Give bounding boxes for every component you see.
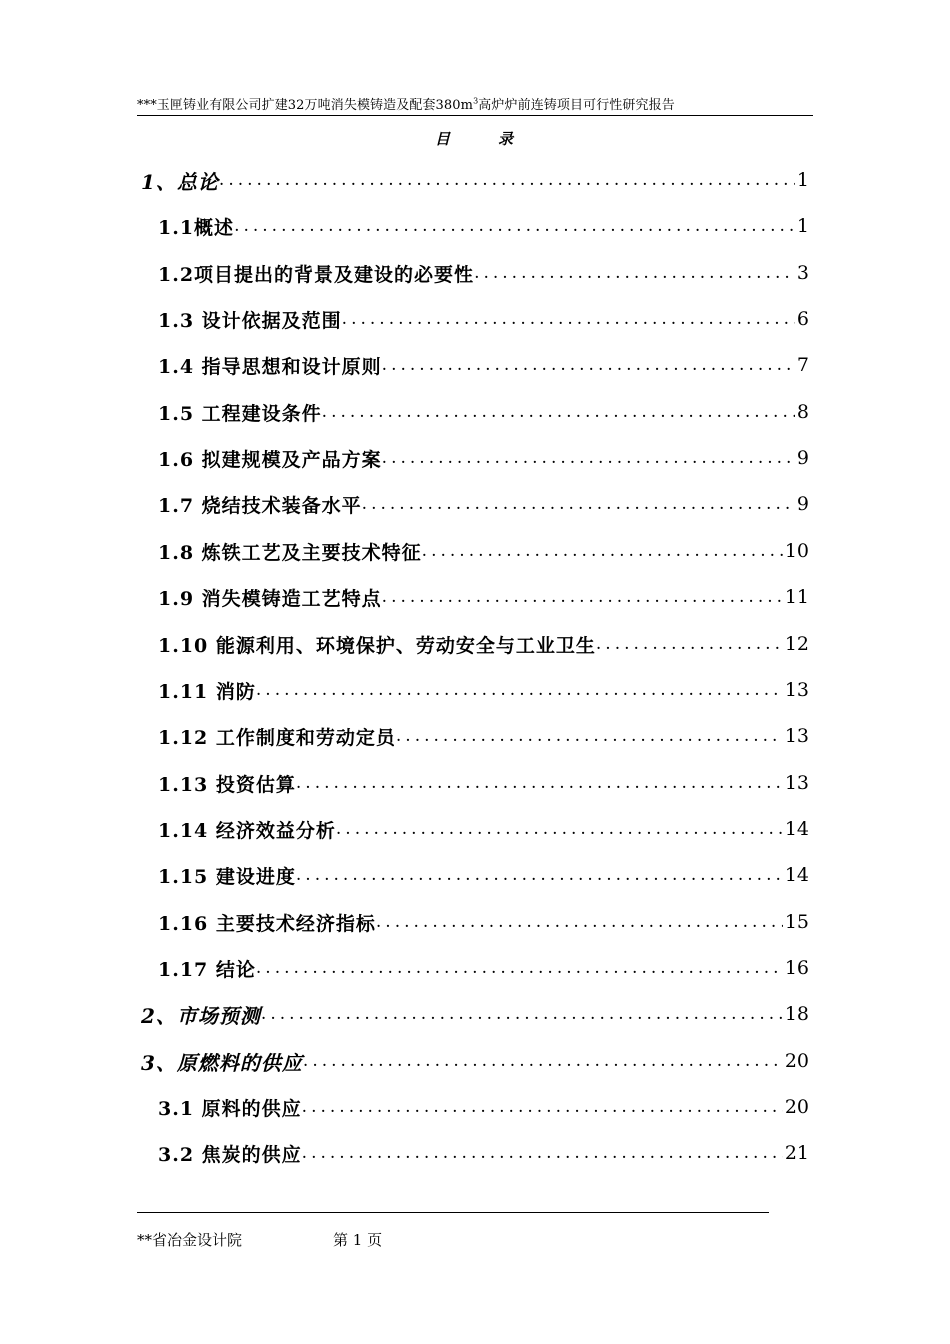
toc-entry[interactable]	[158, 902, 809, 942]
toc-entry[interactable]	[158, 624, 809, 664]
footer-page-number: 第 1 页	[333, 1231, 383, 1249]
toc-entry[interactable]	[158, 948, 809, 988]
toc-entry-page: 10	[784, 540, 809, 562]
toc-dot-leader	[234, 216, 795, 236]
toc-entry-label: 1.4 指导思想和设计原则	[158, 355, 382, 378]
toc-entry-label: 1.12 工作制度和劳动定员	[158, 726, 396, 749]
toc-entry[interactable]	[158, 1133, 809, 1173]
toc-entry-label: 1.10 能源利用、环境保护、劳动安全与工业卫生	[158, 634, 596, 657]
toc-entry[interactable]	[158, 438, 809, 478]
toc-dot-leader	[362, 494, 795, 514]
toc-entry-label: 1.1概述	[158, 216, 235, 239]
toc-entry[interactable]	[158, 716, 809, 756]
toc-entry-page: 14	[784, 864, 809, 886]
toc-entry[interactable]	[158, 253, 809, 293]
toc-dot-leader	[303, 1051, 783, 1071]
toc-entry-label: 1.13 投资估算	[158, 773, 296, 796]
toc-entry-page: 13	[784, 725, 809, 747]
toc-dot-leader	[261, 1004, 783, 1024]
toc-entry-label: 1、总论	[141, 169, 219, 194]
toc-dot-leader	[296, 773, 783, 793]
toc-heading	[0, 128, 950, 149]
toc-entry[interactable]	[158, 763, 809, 803]
header-title-prefix: ***玉匣铸业有限公司扩建32万吨消失模铸造及配套380m	[137, 98, 474, 113]
toc-entry-label: 1.7 烧结技术装备水平	[158, 494, 362, 517]
toc-dot-leader	[219, 170, 795, 190]
toc-entry-page: 11	[784, 586, 809, 608]
toc-entry-page: 7	[796, 354, 809, 376]
header-title-suffix: 高炉炉前连铸项目可行性研究报告	[478, 98, 675, 113]
toc-entry[interactable]	[141, 160, 809, 200]
toc-entry[interactable]	[141, 994, 809, 1034]
toc-dot-leader	[322, 402, 795, 422]
toc-entry-page: 14	[784, 818, 809, 840]
toc-entry-label: 1.2项目提出的背景及建设的必要性	[158, 263, 475, 286]
page-footer	[137, 1229, 383, 1250]
toc-dot-leader	[302, 1097, 783, 1117]
toc-entry-page: 20	[784, 1050, 809, 1072]
toc-entry-page: 20	[784, 1096, 809, 1118]
toc-entry-page: 18	[784, 1003, 809, 1025]
toc-entry[interactable]	[158, 1087, 809, 1127]
toc-entry-page: 3	[796, 262, 809, 284]
toc-entry-page: 9	[796, 447, 809, 469]
toc-entry-label: 3、原燃料的供应	[141, 1050, 303, 1075]
toc-dot-leader	[596, 634, 783, 654]
header-superscript: 3	[473, 96, 479, 106]
toc-entry-page: 21	[784, 1142, 809, 1164]
toc-dot-leader	[474, 263, 795, 283]
toc-entry-label: 1.8 炼铁工艺及主要技术特征	[158, 541, 422, 564]
toc-entry[interactable]	[158, 299, 809, 339]
toc-entry-label: 1.9 消失模铸造工艺特点	[158, 587, 382, 610]
toc-heading-char-1: 目	[434, 130, 452, 148]
toc-entry-page: 12	[784, 633, 809, 655]
toc-dot-leader	[382, 448, 795, 468]
toc-entry-page: 1	[796, 169, 809, 191]
toc-entry-page: 6	[796, 308, 809, 330]
toc-entry-page: 16	[784, 957, 809, 979]
toc-entry-page: 15	[784, 911, 809, 933]
toc-entry-label: 1.5 工程建设条件	[158, 402, 322, 425]
toc-dot-leader	[256, 680, 783, 700]
toc-entry-label: 1.16 主要技术经济指标	[158, 912, 376, 935]
toc-entry-page: 13	[784, 679, 809, 701]
toc-dot-leader	[396, 726, 783, 746]
toc-heading-char-2: 录	[498, 130, 516, 148]
toc-entry-label: 3.2 焦炭的供应	[158, 1143, 302, 1166]
toc-entry-page: 13	[784, 772, 809, 794]
toc-entry-label: 1.6 拟建规模及产品方案	[158, 448, 382, 471]
toc-dot-leader	[256, 958, 783, 978]
footer-organization: **省冶金设计院	[137, 1231, 243, 1249]
toc-entry-label: 1.3 设计依据及范围	[158, 309, 342, 332]
toc-entry-label: 3.1 原料的供应	[158, 1097, 302, 1120]
toc-entry[interactable]	[158, 809, 809, 849]
toc-dot-leader	[376, 912, 783, 932]
toc-entry[interactable]	[158, 531, 809, 571]
toc-entry[interactable]	[158, 855, 809, 895]
toc-dot-leader	[382, 587, 783, 607]
toc-entry-page: 9	[796, 493, 809, 515]
toc-entry-page: 1	[796, 215, 809, 237]
toc-entry-label: 1.15 建设进度	[158, 865, 296, 888]
toc-entry[interactable]	[158, 577, 809, 617]
toc-entry[interactable]	[158, 345, 809, 385]
toc-entry-label: 2、市场预测	[141, 1003, 261, 1028]
running-header	[137, 94, 813, 116]
toc-entry-page: 8	[796, 401, 809, 423]
toc-dot-leader	[342, 309, 795, 329]
toc-entry[interactable]	[158, 206, 809, 246]
footer-divider	[137, 1212, 769, 1213]
toc-dot-leader	[422, 541, 783, 561]
toc-dot-leader	[382, 355, 795, 375]
toc-dot-leader	[302, 1143, 783, 1163]
toc-dot-leader	[336, 819, 783, 839]
toc-entry[interactable]	[158, 392, 809, 432]
toc-dot-leader	[296, 865, 783, 885]
toc-entry[interactable]	[158, 670, 809, 710]
toc-entry-label: 1.14 经济效益分析	[158, 819, 336, 842]
toc-entry-label: 1.17 结论	[158, 958, 256, 981]
toc-entry-label: 1.11 消防	[158, 680, 256, 703]
toc-entry[interactable]	[158, 484, 809, 524]
toc-entry[interactable]	[141, 1041, 809, 1081]
